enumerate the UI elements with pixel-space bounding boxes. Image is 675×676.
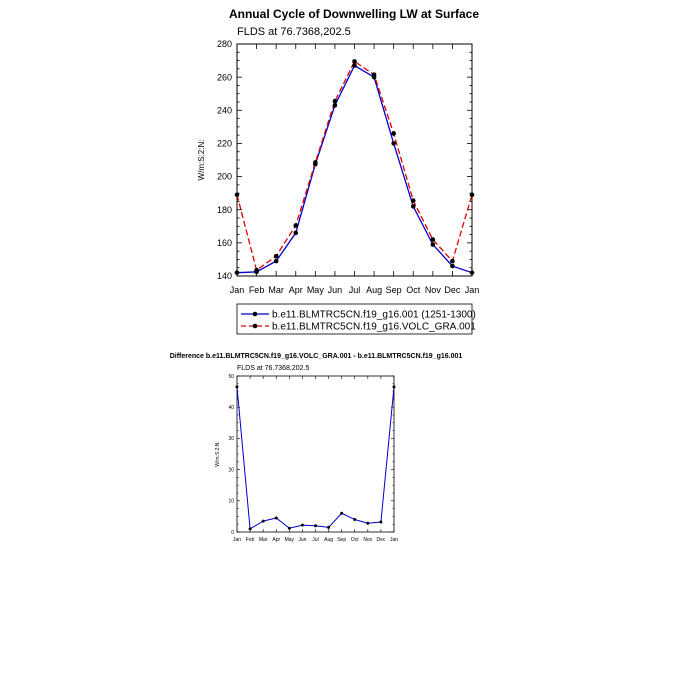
legend-marker-series-1	[253, 312, 258, 317]
chart1-series-1-line	[237, 66, 472, 273]
chart1-series-1-point	[470, 270, 475, 275]
chart2-series-1-point	[353, 518, 356, 521]
chart1-y-tick-label: 240	[216, 105, 232, 116]
chart2-y-tick-label: 0	[231, 529, 234, 536]
chart2-series-1-point	[249, 527, 252, 530]
chart2-x-tick-label: Sep	[337, 537, 347, 543]
chart1-series-1-point	[293, 231, 298, 236]
chart1-series-1-point	[391, 141, 396, 146]
difference-chart	[170, 353, 463, 543]
legend-label-series-1: b.e11.BLMTRC5CN.f19_g16.001 (1251-1300)	[272, 309, 476, 321]
chart1-plot-frame	[237, 44, 472, 276]
chart2-y-tick-label: 10	[228, 498, 234, 505]
chart1-series-2-point	[235, 193, 240, 198]
chart1-x-tick-label: Sep	[385, 285, 402, 295]
chart2-series-1-point	[393, 385, 396, 388]
chart1-x-tick-label: Apr	[288, 285, 303, 295]
chart1-series-2-point	[352, 59, 357, 64]
chart2-series-1-point	[288, 527, 291, 530]
chart2-series-1-point	[379, 521, 382, 524]
chart2-series-1-line	[237, 387, 394, 529]
chart1-series-1-point	[431, 242, 436, 247]
chart1-series-1-point	[274, 259, 279, 264]
chart1-series-2-point	[372, 72, 377, 77]
chart1-series-2-point	[254, 268, 259, 273]
chart1-y-tick-label: 220	[216, 138, 232, 149]
chart1-series-2-point	[431, 237, 436, 242]
chart2-subtitle: FLDS at 76.7368,202.5	[237, 365, 310, 372]
chart2-plot-frame	[237, 376, 394, 532]
chart1-series-2-point	[313, 160, 318, 165]
chart2-x-tick-label: Jan	[232, 537, 242, 543]
chart2-series-1-point	[340, 512, 343, 515]
chart2-x-tick-label: Jul	[312, 537, 319, 543]
chart1-y-tick-label: 280	[216, 39, 232, 50]
chart1-series	[235, 59, 475, 275]
chart2-series	[236, 385, 396, 530]
chart2-x-tick-label: Mar	[258, 537, 268, 543]
chart2-x-tick-label: Dec	[376, 537, 386, 543]
chart2-x-tick-label: Jan	[389, 537, 399, 543]
chart1-series-2-point	[411, 198, 416, 203]
chart1-x-tick-label: May	[306, 285, 324, 295]
chart2-series-1-point	[301, 524, 304, 527]
legend-label-series-2: b.e11.BLMTRC5CN.f19_g16.VOLC_GRA.001	[272, 321, 476, 333]
chart2-y-tick-label: 40	[228, 404, 234, 411]
chart2-x-tick-label: Jun	[298, 537, 307, 543]
chart1-x-tick-label: Jul	[348, 285, 361, 295]
chart1-series-1-point	[235, 270, 240, 275]
annual-cycle-chart	[197, 7, 479, 334]
chart2-series-1-point	[275, 516, 278, 519]
chart2-x-tick-label: Feb	[245, 537, 255, 543]
chart2-x-tick-label: Apr	[272, 537, 281, 543]
chart2-series-1-point	[236, 385, 239, 388]
chart1-x-tick-label: Mar	[268, 285, 284, 295]
chart1-x-tick-label: Dec	[444, 285, 461, 295]
chart2-series-1-point	[262, 520, 265, 523]
chart2-x-tick-label: Aug	[324, 537, 334, 543]
chart1-y-tick-label: 140	[216, 271, 232, 282]
chart1-x-tick-label: Aug	[366, 285, 383, 295]
chart2-y-tick-label: 20	[228, 467, 234, 474]
chart1-series-2-point	[391, 131, 396, 136]
chart2-x-tick-label: May	[284, 537, 295, 543]
chart1-y-axis-label: W/m:S:2:N:	[197, 139, 206, 181]
chart1-x-tick-label: Oct	[406, 285, 421, 295]
chart1-x-tick-label: Feb	[248, 285, 265, 295]
chart1-y-tick-label: 160	[216, 238, 232, 249]
chart1-y-tick-label: 180	[216, 204, 232, 215]
chart2-series-1-point	[314, 524, 317, 527]
chart2-series-1-point	[366, 522, 369, 525]
chart2-title: Difference b.e11.BLMTRC5CN.f19_g16.VOLC_GRA.001 - b.e11.BLMTRC5CN.f19_g16.001	[169, 353, 463, 360]
chart2-axes	[228, 374, 398, 543]
chart2-y-axis-label: W/m:S:2:N:	[215, 441, 221, 467]
chart2-x-tick-label: Oct	[350, 537, 359, 543]
chart2-series-1-point	[327, 526, 330, 529]
chart2-y-tick-label: 30	[228, 436, 234, 443]
chart1-y-tick-label: 200	[216, 171, 232, 182]
chart1-series-2-point	[293, 223, 298, 228]
chart2-x-tick-label: Nov	[363, 537, 373, 543]
chart1-title: Annual Cycle of Downwelling LW at Surface	[228, 7, 480, 21]
chart1-series-2-point	[274, 254, 279, 259]
chart1-x-tick-label: Jan	[229, 285, 245, 295]
chart1-series-1-point	[450, 264, 455, 269]
chart1-series-2-point	[450, 259, 455, 264]
chart1-subtitle: FLDS at 76.7368,202.5	[237, 26, 351, 38]
chart1-series-1-point	[333, 103, 338, 108]
chart1-series-2-point	[333, 99, 338, 104]
chart1-x-tick-label: Jan	[464, 285, 480, 295]
chart1-series-1-point	[411, 204, 416, 209]
chart1-series-1-point	[352, 63, 357, 68]
chart1-legend	[237, 304, 476, 334]
chart1-series-2-line	[237, 61, 472, 270]
chart1-y-tick-label: 260	[216, 72, 232, 83]
chart1-x-tick-label: Jun	[327, 285, 343, 295]
legend-marker-series-2	[253, 324, 258, 329]
chart1-series-2-point	[470, 193, 475, 198]
chart1-x-tick-label: Nov	[424, 285, 441, 295]
chart2-y-tick-label: 50	[228, 373, 234, 380]
